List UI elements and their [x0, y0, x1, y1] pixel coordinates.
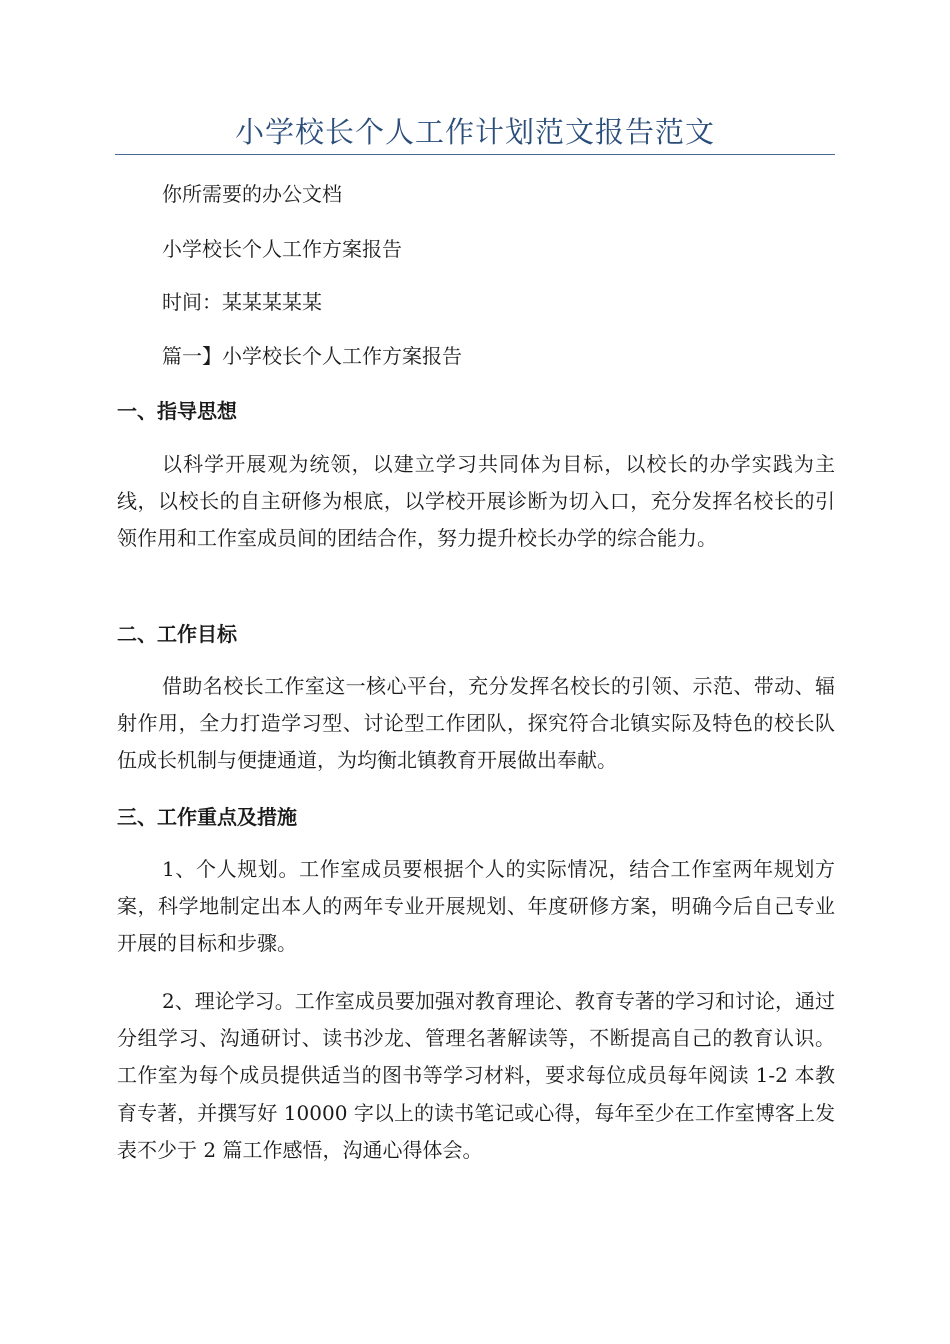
intro-line-time: 时间：某某某某某	[162, 290, 322, 314]
section-paragraph: 2、理论学习。工作室成员要加强对教育理论、教育专著的学习和讨论，通过分组学习、沟通研讨、读书沙龙、管理名著解读等，不断提高自己的教育认识。工作室为每个成员提供适当的图书等学习材料，要求每位成员每年阅读 1-2 本教育专著，并撰写好 10000 字以上的读书笔记或心得，每年至少在工作室博客上发表不少于 2 篇工作感悟，沟通心得体会。	[117, 989, 835, 1162]
section-heading-work-goals: 二、工作目标	[117, 622, 237, 646]
section-paragraph: 借助名校长工作室这一核心平台，充分发挥名校长的引领、示范、带动、辐射作用，全力打造学习型、讨论型工作团队，探究符合北镇实际及特色的校长队伍成长机制与便捷通道，为均衡北镇教育开展做出奉献。	[117, 674, 835, 773]
intro-line-office-doc: 你所需要的办公文档	[162, 182, 342, 206]
section-heading-key-work-measures: 三、工作重点及措施	[117, 805, 297, 829]
section-paragraph: 以科学开展观为统领，以建立学习共同体为目标，以校长的办学实践为主线，以校长的自主研修为根底，以学校开展诊断为切入口，充分发挥名校长的引领作用和工作室成员间的团结合作，努力提升校长办学的综合能力。	[117, 452, 835, 551]
section-paragraph: 1、个人规划。工作室成员要根据个人的实际情况，结合工作室两年规划方案，科学地制定出本人的两年专业开展规划、年度研修方案，明确今后自己专业开展的目标和步骤。	[117, 857, 835, 956]
document-title: 小学校长个人工作计划范文报告范文	[234, 115, 715, 149]
title-underline	[115, 154, 835, 155]
intro-line-part-one: 篇一】小学校长个人工作方案报告	[162, 344, 462, 368]
intro-line-plan-report: 小学校长个人工作方案报告	[162, 237, 402, 261]
section-heading-guiding-thought: 一、指导思想	[117, 399, 237, 423]
